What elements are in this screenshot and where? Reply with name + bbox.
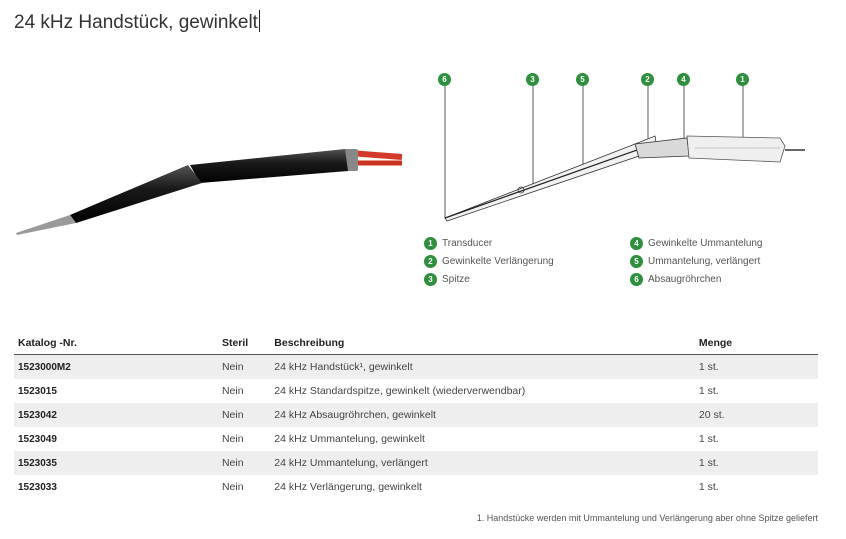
cell-description: 24 kHz Standardspitze, gewinkelt (wiederverwendbar): [274, 385, 526, 397]
legend-item: [630, 270, 763, 288]
cell-sterile: Nein: [221, 481, 244, 493]
cell-sterile: Nein: [221, 433, 244, 445]
cell-description: 24 kHz Ummantelung, gewinkelt: [274, 433, 425, 445]
legend-left: [424, 234, 554, 288]
legend-label: Absaugröhrchen: [648, 273, 722, 285]
cell-description: 24 kHz Handstück¹, gewinkelt: [270, 355, 695, 380]
legend-label: Gewinkelte Ummantelung: [648, 237, 763, 249]
cell-quantity: 1 st.: [695, 451, 818, 475]
handpiece-diagram: [425, 66, 835, 226]
legend-number: 6: [630, 273, 643, 286]
callout-3: 3: [526, 73, 539, 86]
callout-5: 5: [576, 73, 589, 86]
page-title: 24 kHz Handstück, gewinkelt: [14, 12, 258, 33]
cell-sterile: Nein: [221, 385, 244, 397]
legend-label: Gewinkelte Verlängerung: [442, 255, 554, 267]
cell-description: 24 kHz Absaugröhrchen, gewinkelt: [270, 403, 695, 427]
legend-number: 3: [424, 273, 437, 286]
table-row: [14, 475, 818, 499]
footnote: 1. Handstücke werden mit Ummantelung und Verlängerung aber ohne Spitze geliefert: [476, 513, 818, 523]
callout-2: 2: [641, 73, 654, 86]
callout-1: 1: [736, 73, 749, 86]
cell-catalog: 1523033: [18, 481, 57, 493]
product-table: [14, 333, 818, 499]
legend-number: 5: [630, 255, 643, 268]
table-row: [14, 451, 818, 475]
table-row: [14, 355, 818, 380]
cell-sterile: Nein: [218, 355, 270, 380]
cell-catalog: 1523042: [14, 403, 218, 427]
table-header-row: [14, 333, 818, 355]
legend-item: [630, 252, 763, 270]
callout-6: 6: [438, 73, 451, 86]
table-row: [14, 379, 818, 403]
legend-item: [424, 252, 554, 270]
cell-catalog: 1523015: [18, 385, 57, 397]
cell-sterile: Nein: [218, 451, 270, 475]
cell-catalog: 1523000M2: [14, 355, 218, 380]
cell-quantity: 1 st.: [698, 385, 719, 397]
header-description: Beschreibung: [270, 333, 695, 355]
cell-quantity: 1 st.: [698, 481, 719, 493]
cell-catalog: 1523049: [18, 433, 57, 445]
header-catalog: Katalog -Nr.: [14, 333, 218, 355]
cell-quantity: 20 st.: [695, 403, 818, 427]
legend-number: 4: [630, 237, 643, 250]
legend-item: [630, 234, 763, 252]
callout-4: 4: [677, 73, 690, 86]
cell-sterile: Nein: [218, 403, 270, 427]
cell-quantity: 1 st.: [698, 433, 719, 445]
header-quantity: Menge: [695, 333, 818, 355]
legend-item: [424, 234, 554, 252]
legend-item: [424, 270, 554, 288]
table-row: [14, 403, 818, 427]
legend-number: 2: [424, 255, 437, 268]
header-sterile: Steril: [218, 333, 270, 355]
legend-right: [630, 234, 763, 288]
text-cursor: [259, 10, 260, 32]
table-row: [14, 427, 818, 451]
cell-description: 24 kHz Ummantelung, verlängert: [270, 451, 695, 475]
handpiece-photo: [10, 135, 420, 245]
cell-catalog: 1523035: [14, 451, 218, 475]
cell-quantity: 1 st.: [695, 355, 818, 380]
legend-label: Ummantelung, verlängert: [648, 255, 761, 267]
legend-label: Transducer: [442, 237, 493, 249]
legend-label: Spitze: [442, 273, 470, 285]
cell-description: 24 kHz Verlängerung, gewinkelt: [274, 481, 422, 493]
legend-number: 1: [424, 237, 437, 250]
